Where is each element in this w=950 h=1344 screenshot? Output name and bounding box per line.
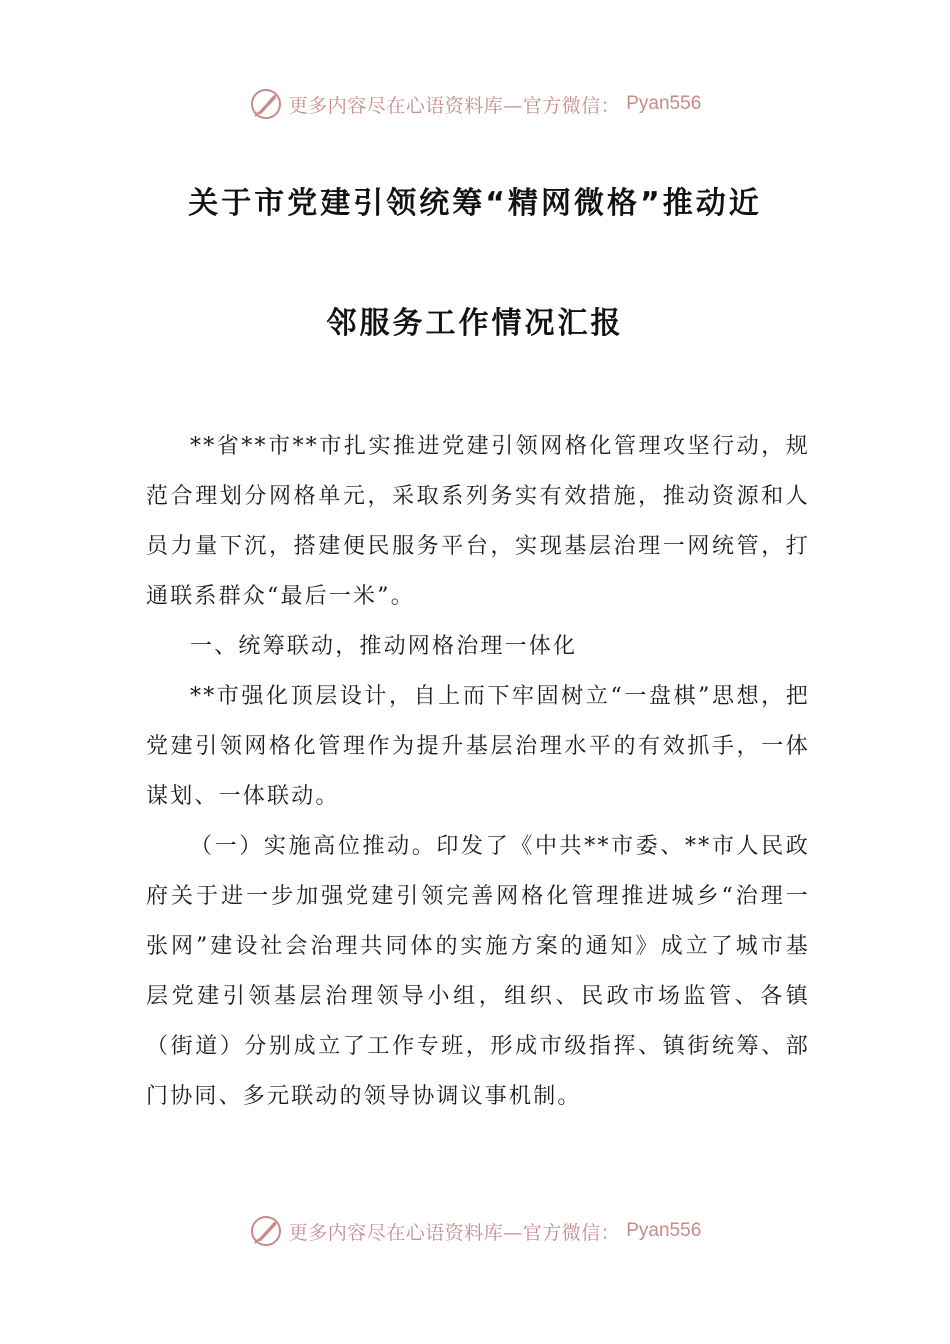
paragraph-subsection-1: （一）实施高位推动。印发了《中共**市委、**市人民政府关于进一步加强党建引领完善网格化管理推进城乡“治理一张网”建设社会治理共同体的实施方案的通知》成立了城市基层党建引领基层治理领导小组，组织、民政市场监管、各镇（街道）分别成立了工作专班，形成市级指挥、镇街统筹、部门协同、多元联动的领导协调议事机制。: [146, 834, 810, 1109]
watermark-wechat-id: Pyan556: [626, 93, 702, 114]
watermark-footer: [0, 1211, 950, 1251]
quill-logo-icon: [249, 87, 283, 121]
watermark-wechat-id: Pyan556: [626, 1220, 702, 1241]
paragraph-intro: **省**市**市扎实推进党建引领网格化管理攻坚行动，规范合理划分网格单元，采取系列务实有效措施，推动资源和人员力量下沉，搭建便民服务平台，实现基层治理一网统管，打通联系群众“最后一米”。: [146, 434, 810, 609]
quill-logo-icon: [249, 1214, 283, 1248]
watermark-header: [0, 84, 950, 124]
section-heading-1: 一、统筹联动，推动网格治理一体化: [190, 634, 578, 659]
document-title-line-2: 邻服务工作情况汇报: [326, 306, 624, 341]
paragraph-section-1: **市强化顶层设计，自上而下牢固树立“一盘棋”思想，把党建引领网格化管理作为提升基层治理水平的有效抓手，一体谋划、一体联动。: [146, 684, 810, 809]
watermark-text: 更多内容尽在心语资料库—官方微信：: [288, 94, 621, 117]
document-title-line-1: 关于市党建引领统筹“精网微格”推动近: [188, 186, 762, 221]
watermark-text: 更多内容尽在心语资料库—官方微信：: [288, 1221, 621, 1244]
